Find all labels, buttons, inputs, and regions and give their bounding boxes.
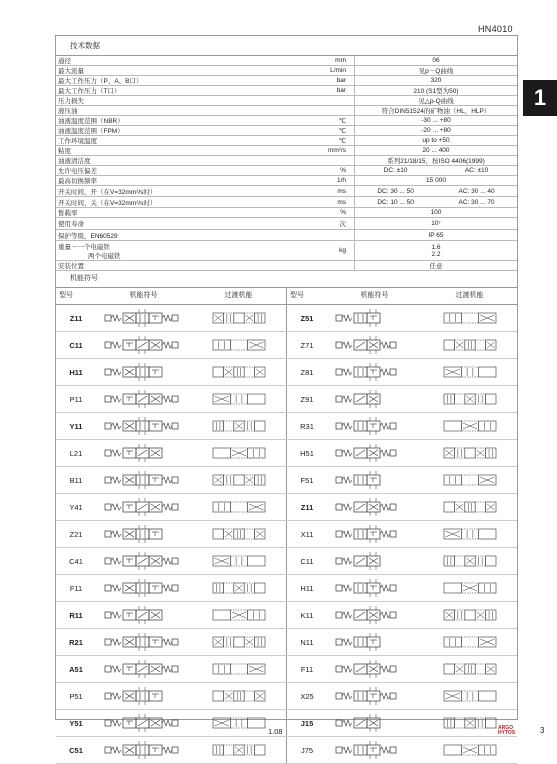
valve-symbol-icon: [96, 548, 191, 574]
spec-value: 见△p-Q曲线: [354, 96, 517, 105]
model-code-right: Z81: [300, 367, 314, 377]
spec-row: [56, 86, 517, 96]
model-code-right: X25: [300, 691, 314, 701]
spec-label-cell: [56, 230, 268, 240]
valve-symbol-icon: [96, 467, 191, 493]
model-code-right: J75: [300, 745, 314, 755]
spec-label-cell: [56, 241, 268, 260]
transition-symbol-icon: [422, 602, 517, 628]
function-grid: [56, 305, 517, 764]
transition-symbol-icon: [422, 629, 517, 655]
spec-value: -30 ... +80: [354, 116, 517, 125]
spec-label-cell: [56, 116, 268, 125]
transition-symbol-icon: [191, 332, 287, 358]
spec-value-secondary: 2.2: [431, 250, 441, 258]
spec-label-cell: [56, 96, 268, 105]
model-code-left: A51: [69, 664, 83, 674]
transition-symbol-icon: [191, 494, 287, 520]
spec-value-ac: AC: ±10: [464, 167, 489, 174]
header-model-left: 型号: [59, 292, 73, 299]
spec-unit: ℃: [338, 137, 346, 145]
brand-logo: [498, 726, 515, 736]
valve-symbol-icon: [327, 629, 422, 655]
valve-symbol-icon: [327, 683, 422, 709]
spec-unit: bar: [336, 77, 346, 84]
model-code-left: R21: [69, 637, 83, 647]
spec-unit: 1/h: [336, 177, 346, 184]
spec-label: 暂载率: [58, 210, 78, 217]
header-model-right: 型号: [290, 292, 304, 299]
header-symbol-right: 机能符号: [360, 292, 389, 299]
function-row: [56, 683, 517, 710]
valve-symbol-icon: [327, 656, 422, 682]
function-row: [56, 737, 517, 764]
spec-row: [56, 261, 517, 271]
document-code: HN4010: [478, 24, 513, 34]
spec-row: [56, 56, 517, 66]
function-row: [56, 440, 517, 467]
transition-symbol-icon: [191, 575, 287, 601]
spec-value-dc: DC: 10 ... 50: [377, 198, 414, 206]
spec-unit: ms: [337, 198, 346, 206]
function-symbols-title: 机能符号: [56, 271, 517, 288]
logo-line-2: HYTOS: [498, 730, 516, 736]
spec-label: 开关时间，开（在V=32mm²/s时）: [58, 188, 157, 196]
transition-symbol-icon: [191, 683, 287, 709]
page-number-center: 1.08: [268, 727, 283, 736]
transition-symbol-icon: [191, 413, 287, 439]
model-code-right: N11: [300, 637, 314, 647]
spec-row: [56, 106, 517, 116]
transition-symbol-icon: [422, 467, 517, 493]
model-code-left: C11: [69, 340, 83, 350]
spec-value: 320: [354, 76, 517, 85]
transition-symbol-icon: [191, 440, 287, 466]
transition-symbol-icon: [422, 656, 517, 682]
spec-value: 06: [354, 56, 517, 65]
spec-value-dc: DC: 30 ... 50: [377, 187, 414, 195]
function-grid-header: [56, 288, 517, 305]
transition-symbol-icon: [191, 467, 287, 493]
spec-label: 保护等级，EN60529: [58, 232, 118, 240]
function-row: [56, 710, 517, 737]
valve-symbol-icon: [327, 494, 422, 520]
model-code-right: X11: [300, 529, 314, 539]
spec-label-cell: [56, 76, 268, 85]
spec-row: [56, 126, 517, 136]
transition-symbol-icon: [422, 440, 517, 466]
transition-symbol-icon: [422, 548, 517, 574]
spec-unit: ℃: [338, 127, 346, 135]
spec-unit: kg: [339, 247, 346, 254]
spec-row: [56, 156, 517, 166]
spec-value: 见p－Q曲线: [354, 66, 517, 75]
transition-symbol-icon: [422, 386, 517, 412]
spec-label-cell: [56, 156, 268, 165]
spec-value: 1.6: [431, 243, 441, 251]
valve-symbol-icon: [96, 440, 191, 466]
spec-value-pair: [354, 166, 517, 175]
spec-label: 油液温度范围（FPM）: [58, 128, 124, 135]
spec-row: [56, 230, 517, 241]
model-code-left: Z21: [69, 529, 83, 539]
spec-label-cell: [56, 261, 268, 270]
spec-label: 使用寿命: [58, 221, 84, 228]
valve-symbol-icon: [96, 332, 191, 358]
spec-label-cell: [56, 56, 268, 65]
model-code-right: Z91: [300, 394, 314, 404]
spec-value: up to +50: [354, 136, 517, 145]
spec-label-cell: [56, 197, 268, 207]
spec-value: 符合DIN51524的矿物油（HL，HLP）: [354, 106, 517, 115]
model-code-right: F51: [300, 475, 314, 485]
spec-unit: ms: [337, 187, 346, 195]
spec-label-cell: [56, 218, 268, 229]
logo-line-1: ARGO: [498, 725, 513, 731]
model-code-left: Y11: [69, 421, 83, 431]
valve-symbol-icon: [96, 494, 191, 520]
spec-row: [56, 146, 517, 156]
transition-symbol-icon: [191, 602, 287, 628]
spec-label-cell: [56, 176, 268, 185]
model-code-right: Z51: [300, 313, 314, 323]
spec-unit: 次: [339, 221, 346, 228]
spec-unit: [268, 261, 354, 270]
valve-symbol-icon: [96, 386, 191, 412]
spec-value-pair: [354, 197, 517, 207]
transition-symbol-icon: [191, 737, 287, 763]
spec-label: 最大工作压力（P、A、B口）: [58, 78, 143, 85]
transition-symbol-icon: [191, 656, 287, 682]
valve-symbol-icon: [96, 656, 191, 682]
spec-row: [56, 66, 517, 76]
spec-unit: %: [340, 209, 346, 216]
spec-unit: [268, 230, 354, 240]
spec-row: [56, 208, 517, 218]
tech-data-title: 技术数据: [56, 36, 517, 56]
model-code-left: Z11: [69, 313, 83, 323]
spec-row: [56, 241, 517, 261]
spec-row: [56, 186, 517, 197]
function-row: [56, 413, 517, 440]
valve-symbol-icon: [327, 548, 422, 574]
spec-unit: [268, 156, 354, 165]
spec-label: 最大工作压力（T口）: [58, 88, 121, 95]
function-row: [56, 332, 517, 359]
spec-label: 最高切换频率: [58, 178, 97, 185]
valve-symbol-icon: [327, 359, 422, 385]
valve-symbol-icon: [327, 440, 422, 466]
header-symbol-left: 机能符号: [129, 292, 158, 299]
function-row: [56, 494, 517, 521]
spec-value: 系列21/18/15，按ISO 4406(1999): [354, 156, 517, 165]
transition-symbol-icon: [191, 386, 287, 412]
spec-unit: [268, 106, 354, 115]
transition-symbol-icon: [191, 629, 287, 655]
transition-symbol-icon: [191, 521, 287, 547]
spec-label-cell: [56, 146, 268, 155]
valve-symbol-icon: [96, 359, 191, 385]
model-code-right: R31: [300, 421, 314, 431]
page-number: 3: [540, 726, 545, 735]
valve-symbol-icon: [327, 305, 422, 331]
spec-row: [56, 116, 517, 126]
spec-row: [56, 197, 517, 208]
valve-symbol-icon: [96, 710, 191, 736]
spec-label-cell: [56, 186, 268, 196]
valve-symbol-icon: [327, 413, 422, 439]
spec-label-cell: [56, 136, 268, 145]
valve-symbol-icon: [327, 467, 422, 493]
transition-symbol-icon: [191, 305, 287, 331]
spec-unit: ℃: [338, 117, 346, 125]
model-code-right: J15: [300, 718, 314, 728]
spec-value-ac: AC: 30 ... 40: [458, 187, 495, 195]
spec-row: [56, 218, 517, 230]
valve-symbol-icon: [327, 737, 422, 763]
spec-value: 15 000: [354, 176, 517, 185]
spec-row: [56, 166, 517, 176]
spec-label: 液压油: [58, 108, 78, 115]
spec-label: 最大流量: [58, 68, 84, 75]
transition-symbol-icon: [422, 413, 517, 439]
spec-label: 开关时间，关（在V=32mm²/s时）: [58, 199, 157, 207]
model-code-right: K11: [300, 610, 314, 620]
spec-value-ac: AC: 30 ... 70: [458, 198, 495, 206]
spec-value: 210 (S1型为50): [354, 86, 517, 95]
transition-symbol-icon: [191, 548, 287, 574]
spec-table: [56, 56, 517, 271]
spec-label: 油液清洁度: [58, 158, 91, 165]
model-code-right: F11: [300, 664, 314, 674]
spec-label-cell: [56, 106, 268, 115]
spec-value-pair: [354, 186, 517, 196]
spec-value: 20 ... 400: [354, 146, 517, 155]
function-row: [56, 386, 517, 413]
spec-unit: L/min: [330, 67, 346, 74]
function-row: [56, 656, 517, 683]
transition-symbol-icon: [422, 575, 517, 601]
valve-symbol-icon: [96, 737, 191, 763]
model-code-left: F11: [69, 583, 83, 593]
function-row: [56, 521, 517, 548]
spec-label-secondary: 两个电磁铁: [88, 252, 121, 260]
spec-row: [56, 96, 517, 106]
model-code-right: C11: [300, 556, 314, 566]
section-tab: 1: [523, 80, 557, 116]
model-code-right: H11: [300, 583, 314, 593]
spec-value: 100: [354, 208, 517, 217]
model-code-left: B11: [69, 475, 83, 485]
spec-row: [56, 76, 517, 86]
spec-label-cell: [56, 66, 268, 75]
spec-label-cell: [56, 166, 268, 175]
spec-label-cell: [56, 86, 268, 95]
spec-row: [56, 136, 517, 146]
valve-symbol-icon: [327, 710, 422, 736]
spec-label: 油液温度范围（NBR）: [58, 118, 124, 125]
spec-label: 通径: [58, 58, 71, 65]
spec-unit: %: [340, 167, 346, 174]
valve-symbol-icon: [96, 413, 191, 439]
spec-label: 允许电压偏差: [58, 168, 97, 175]
model-code-right: Z71: [300, 340, 314, 350]
valve-symbol-icon: [327, 386, 422, 412]
transition-symbol-icon: [422, 683, 517, 709]
valve-symbol-icon: [96, 629, 191, 655]
valve-symbol-icon: [327, 521, 422, 547]
model-code-left: Y41: [69, 502, 83, 512]
spec-unit: mm²/s: [327, 147, 346, 154]
function-row: [56, 602, 517, 629]
transition-symbol-icon: [422, 494, 517, 520]
spec-label: 粘度: [58, 148, 71, 155]
transition-symbol-icon: [191, 359, 287, 385]
spec-label: 压力损失: [58, 98, 84, 105]
spec-label: 工作环境温度: [58, 138, 97, 145]
model-code-left: H11: [69, 367, 83, 377]
spec-row: [56, 176, 517, 186]
valve-symbol-icon: [96, 575, 191, 601]
model-code-left: Y51: [69, 718, 83, 728]
valve-symbol-icon: [327, 332, 422, 358]
spec-value: -20 ... +80: [354, 126, 517, 135]
transition-symbol-icon: [422, 521, 517, 547]
transition-symbol-icon: [422, 305, 517, 331]
model-code-left: R11: [69, 610, 83, 620]
model-code-left: C51: [69, 745, 83, 755]
function-row: [56, 305, 517, 332]
spec-value-dc: DC: ±10: [383, 167, 408, 174]
transition-symbol-icon: [422, 332, 517, 358]
spec-label: 重量－一个电磁铁: [58, 243, 110, 251]
spec-unit: [268, 96, 354, 105]
function-row: [56, 575, 517, 602]
model-code-right: Z11: [300, 502, 314, 512]
spec-value-stack: [431, 244, 440, 258]
spec-label-cell: [56, 208, 268, 217]
spec-label-cell: [56, 126, 268, 135]
spec-unit: mm: [335, 57, 346, 64]
function-row: [56, 548, 517, 575]
function-row: [56, 359, 517, 386]
spec-unit: bar: [336, 87, 346, 94]
header-transition-left: 过渡机能: [191, 288, 287, 304]
function-row: [56, 629, 517, 656]
model-code-left: P11: [69, 394, 83, 404]
valve-symbol-icon: [327, 575, 422, 601]
spec-value-pair: [354, 241, 517, 260]
valve-symbol-icon: [96, 305, 191, 331]
valve-symbol-icon: [96, 602, 191, 628]
spec-label: 安装位置: [58, 263, 84, 270]
model-code-left: L21: [69, 448, 83, 458]
transition-symbol-icon: [422, 737, 517, 763]
spec-value: 10⁷: [354, 218, 517, 229]
spec-value: 任意: [354, 261, 517, 270]
model-code-left: C41: [69, 556, 83, 566]
valve-symbol-icon: [96, 683, 191, 709]
header-transition-right: 过渡机能: [455, 292, 484, 299]
valve-symbol-icon: [96, 521, 191, 547]
model-code-left: P51: [69, 691, 83, 701]
spec-value: IP 65: [354, 230, 517, 240]
model-code-right: H51: [300, 448, 314, 458]
transition-symbol-icon: [422, 359, 517, 385]
function-row: [56, 467, 517, 494]
valve-symbol-icon: [327, 602, 422, 628]
